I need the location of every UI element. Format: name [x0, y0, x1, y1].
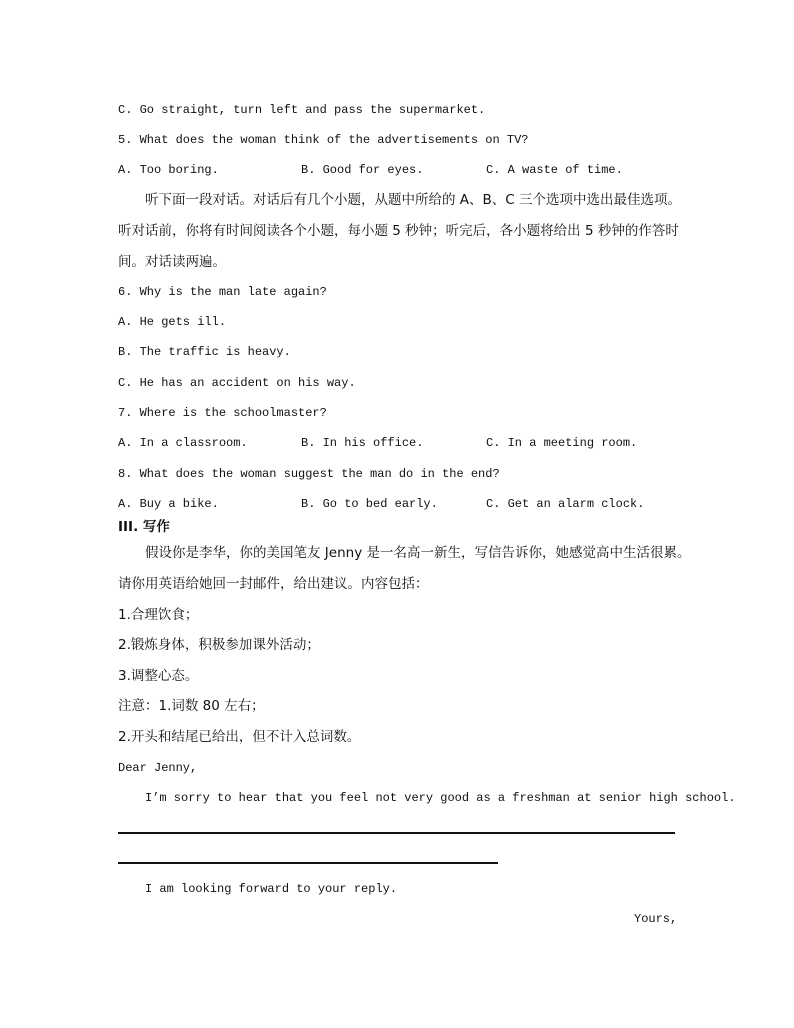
writing-prompt-line2: 请你用英语给她回一封邮件，给出建议。内容包括：: [118, 576, 429, 592]
letter-signoff: Yours,: [634, 912, 678, 926]
writing-section-title: III. 写作: [118, 519, 170, 535]
writing-prompt-line1: 假设你是李华，你的美国笔友 Jenny 是一名高一新生，写信告诉你，她感觉高中生活很累。: [145, 545, 691, 561]
listening-instruction-line2: 听对话前，你将有时间阅读各个小题，每小题 5 秒钟；听完后，各小题将给出 5 秒钟的作答时: [118, 223, 679, 239]
q7-option-c: C. In a meeting room.: [486, 436, 638, 450]
q8-option-b: B. Go to bed early.: [301, 497, 438, 511]
q7-option-b: B. In his office.: [301, 436, 424, 450]
answer-line-2: [118, 862, 498, 864]
q7-option-a: A. In a classroom.: [118, 436, 248, 450]
q5-option-b: B. Good for eyes.: [301, 163, 424, 177]
q6-question: 6. Why is the man late again?: [118, 285, 327, 299]
listening-instruction-line3: 间。对话读两遍。: [118, 254, 226, 270]
writing-point-3: 3.调整心态。: [118, 668, 199, 684]
letter-closing: I am looking forward to your reply.: [145, 882, 398, 896]
q7-question: 7. Where is the schoolmaster?: [118, 406, 327, 420]
q6-option-a: A. He gets ill.: [118, 315, 227, 329]
q8-option-a: A. Buy a bike.: [118, 497, 219, 511]
q8-question: 8. What does the woman suggest the man do in the end?: [118, 467, 500, 481]
answer-line-1: [118, 832, 675, 834]
writing-note-2: 2.开头和结尾已给出，但不计入总词数。: [118, 729, 361, 745]
q8-option-c: C. Get an alarm clock.: [486, 497, 645, 511]
writing-point-2: 2.锻炼身体，积极参加课外活动；: [118, 637, 320, 653]
q4-option-c: C. Go straight, turn left and pass the supermarket.: [118, 103, 486, 117]
q5-question: 5. What does the woman think of the advertisements on TV?: [118, 133, 529, 147]
letter-salutation: Dear Jenny,: [118, 761, 198, 775]
letter-opening: I’m sorry to hear that you feel not very good as a freshman at senior high school.: [145, 791, 736, 805]
q6-option-b: B. The traffic is heavy.: [118, 345, 291, 359]
q5-option-c: C. A waste of time.: [486, 163, 623, 177]
listening-instruction-line1: 听下面一段对话。对话后有几个小题，从题中所给的 A、B、C 三个选项中选出最佳选项。: [145, 192, 682, 208]
writing-note-1: 注意：1.词数 80 左右；: [118, 698, 265, 714]
q5-option-a: A. Too boring.: [118, 163, 219, 177]
writing-point-1: 1.合理饮食；: [118, 607, 199, 623]
q6-option-c: C. He has an accident on his way.: [118, 376, 356, 390]
